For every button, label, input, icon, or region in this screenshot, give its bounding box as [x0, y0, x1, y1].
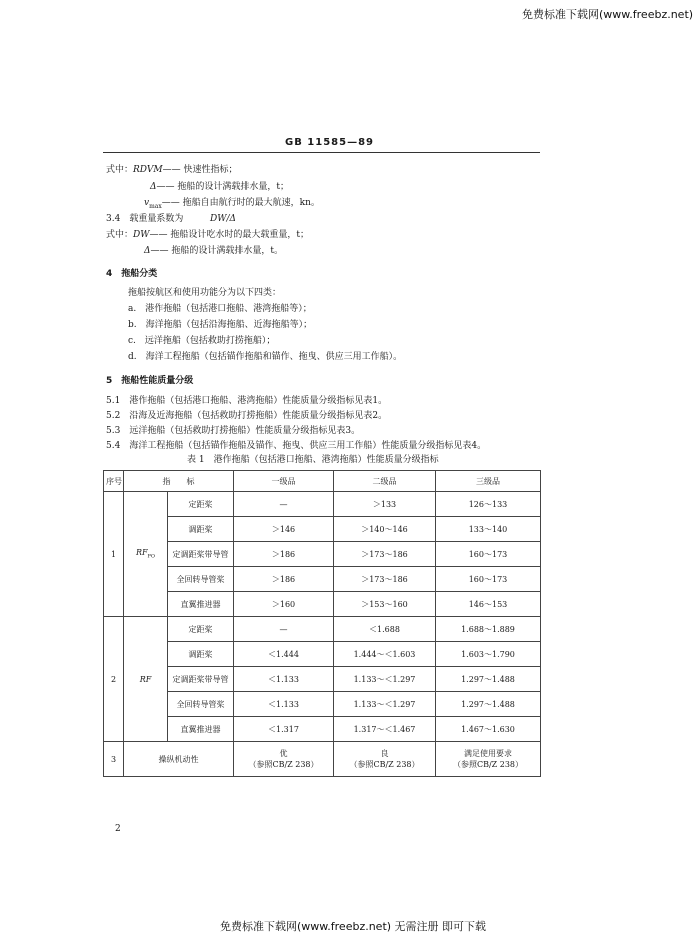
propulsion-type: 调距桨 [168, 517, 234, 542]
grade-1-value: ＜1.133 [234, 667, 334, 692]
grade-3-value: 1.297～1.488 [436, 667, 541, 692]
group-seq: 2 [104, 617, 124, 742]
propulsion-type: 直翼推进器 [168, 717, 234, 742]
propulsion-type: 全回转导管桨 [168, 567, 234, 592]
grade-3-value: 133～140 [436, 517, 541, 542]
formula2-line-2: Δ—— 拖船的设计满载排水量，t。 [144, 246, 283, 256]
propulsion-type: 全回转导管桨 [168, 692, 234, 717]
table-row [104, 692, 541, 717]
grade-1-value: — [234, 492, 334, 517]
grade-3-value: 160～173 [436, 542, 541, 567]
grade-1-value: ＜1.133 [234, 692, 334, 717]
grade-2-value: 1.133～＜1.297 [334, 692, 436, 717]
group-seq: 3 [104, 742, 124, 777]
group-index: RF [124, 617, 168, 742]
propulsion-type: 定距桨 [168, 617, 234, 642]
header-indicator: 指 标 [124, 471, 234, 492]
clause-5-2: 5.2 沿海及近海拖船（包括救助打捞拖船）性能质量分级指标见表2。 [106, 411, 388, 421]
grade-3-value: 1.603～1.790 [436, 642, 541, 667]
indicator-maneuverability: 操纵机动性 [124, 742, 234, 777]
section-5-heading: 5 拖船性能质量分级 [106, 376, 194, 386]
table-row [104, 517, 541, 542]
watermark-top: 免费标准下载网(www.freebz.net) [522, 8, 693, 21]
grade-1-value: ＞186 [234, 567, 334, 592]
propulsion-type: 调距桨 [168, 642, 234, 667]
grade-2-value: 1.317～＜1.467 [334, 717, 436, 742]
table-row [104, 617, 541, 642]
table-row [104, 592, 541, 617]
grade-3-value: 146～153 [436, 592, 541, 617]
page-number: 2 [115, 824, 121, 834]
section-4-heading: 4 拖船分类 [106, 269, 158, 279]
table-row [104, 742, 541, 777]
formula-line-1: 式中：RDVM—— 快速性指标； [106, 165, 238, 175]
watermark-bottom: 免费标准下载网(www.freebz.net) 无需注册 即可下载 [220, 920, 487, 933]
grade-1-value: — [234, 617, 334, 642]
table-row [104, 642, 541, 667]
table-row [104, 492, 541, 517]
table-row [104, 717, 541, 742]
table-row [104, 542, 541, 567]
section-4-intro: 拖船按航区和使用功能分为以下四类： [128, 288, 282, 298]
table-row [104, 667, 541, 692]
grade-1-value: ＞186 [234, 542, 334, 567]
header-rule [103, 152, 540, 153]
grade-2-value: ＞173～186 [334, 542, 436, 567]
group-index: $RF_{PO}$ [124, 492, 168, 617]
propulsion-type: 定调距桨带导管 [168, 667, 234, 692]
grade-3-value: 1.688～1.889 [436, 617, 541, 642]
class-item-d: d. 海洋工程拖船（包括锚作拖船和锚作、拖曳、供应三用工作船）。 [128, 352, 403, 362]
grade-1-value: ＜1.317 [234, 717, 334, 742]
formula2-line-1: 式中：DW—— 拖船设计吃水时的最大载重量，t； [106, 230, 309, 240]
grade-1-value: ＜1.444 [234, 642, 334, 667]
grade-2-value: 1.133～＜1.297 [334, 667, 436, 692]
grade-1-value: ＞146 [234, 517, 334, 542]
header-grade-2: 二级品 [334, 471, 436, 492]
formula-line-3: $v_{max}——$ 拖船自由航行时的最大航速，kn。 [144, 198, 320, 210]
grade-3-value: 满足使用要求 （参照CB/Z 238） [436, 742, 541, 777]
grade-2-value: ＞153～160 [334, 592, 436, 617]
grade-3-value: 1.467～1.630 [436, 717, 541, 742]
table-header-row [104, 471, 541, 492]
grade-2-value: ＜1.688 [334, 617, 436, 642]
table-row [104, 567, 541, 592]
header-grade-1: 一级品 [234, 471, 334, 492]
class-item-b: b. 海洋拖船（包括沿海拖船、近海拖船等）； [128, 320, 313, 330]
grade-1-value: 优 （参照CB/Z 238） [234, 742, 334, 777]
grade-3-value: 1.297～1.488 [436, 692, 541, 717]
clause-5-3: 5.3 远洋拖船（包括救助打捞拖船）性能质量分级指标见表3。 [106, 426, 361, 436]
grade-2-value: ＞173～186 [334, 567, 436, 592]
standard-code: GB 11585—89 [285, 137, 375, 148]
propulsion-type: 定调距桨带导管 [168, 542, 234, 567]
grade-2-value: ＞133 [334, 492, 436, 517]
section-3-4: 3.4 载重量系数为 [106, 214, 184, 224]
table1 [103, 470, 541, 777]
grade-1-value: ＞160 [234, 592, 334, 617]
table1-caption: 表 1 港作拖船（包括港口拖船、港湾拖船）性能质量分级指标 [187, 455, 439, 465]
section-3-4-formula: DW/Δ [210, 214, 236, 224]
group-seq: 1 [104, 492, 124, 617]
grade-3-value: 126～133 [436, 492, 541, 517]
grade-2-value: 1.444～＜1.603 [334, 642, 436, 667]
propulsion-type: 定距桨 [168, 492, 234, 517]
grade-2-value: ＞140～146 [334, 517, 436, 542]
header-seq: 序号 [104, 471, 124, 492]
class-item-c: c. 远洋拖船（包括救助打捞拖船）； [128, 336, 276, 346]
header-grade-3: 三级品 [436, 471, 541, 492]
propulsion-type: 直翼推进器 [168, 592, 234, 617]
class-item-a: a. 港作拖船（包括港口拖船、港湾拖船等）； [128, 304, 312, 314]
clause-5-1: 5.1 港作拖船（包括港口拖船、港湾拖船）性能质量分级指标见表1。 [106, 396, 388, 406]
grade-2-value: 良 （参照CB/Z 238） [334, 742, 436, 777]
formula-line-2: Δ—— 拖船的设计满载排水量，t； [150, 182, 289, 192]
clause-5-4: 5.4 海洋工程拖船（包括锚作拖船及锚作、拖曳、供应三用工作船）性能质量分级指标见表4。 [106, 441, 487, 451]
grade-3-value: 160～173 [436, 567, 541, 592]
